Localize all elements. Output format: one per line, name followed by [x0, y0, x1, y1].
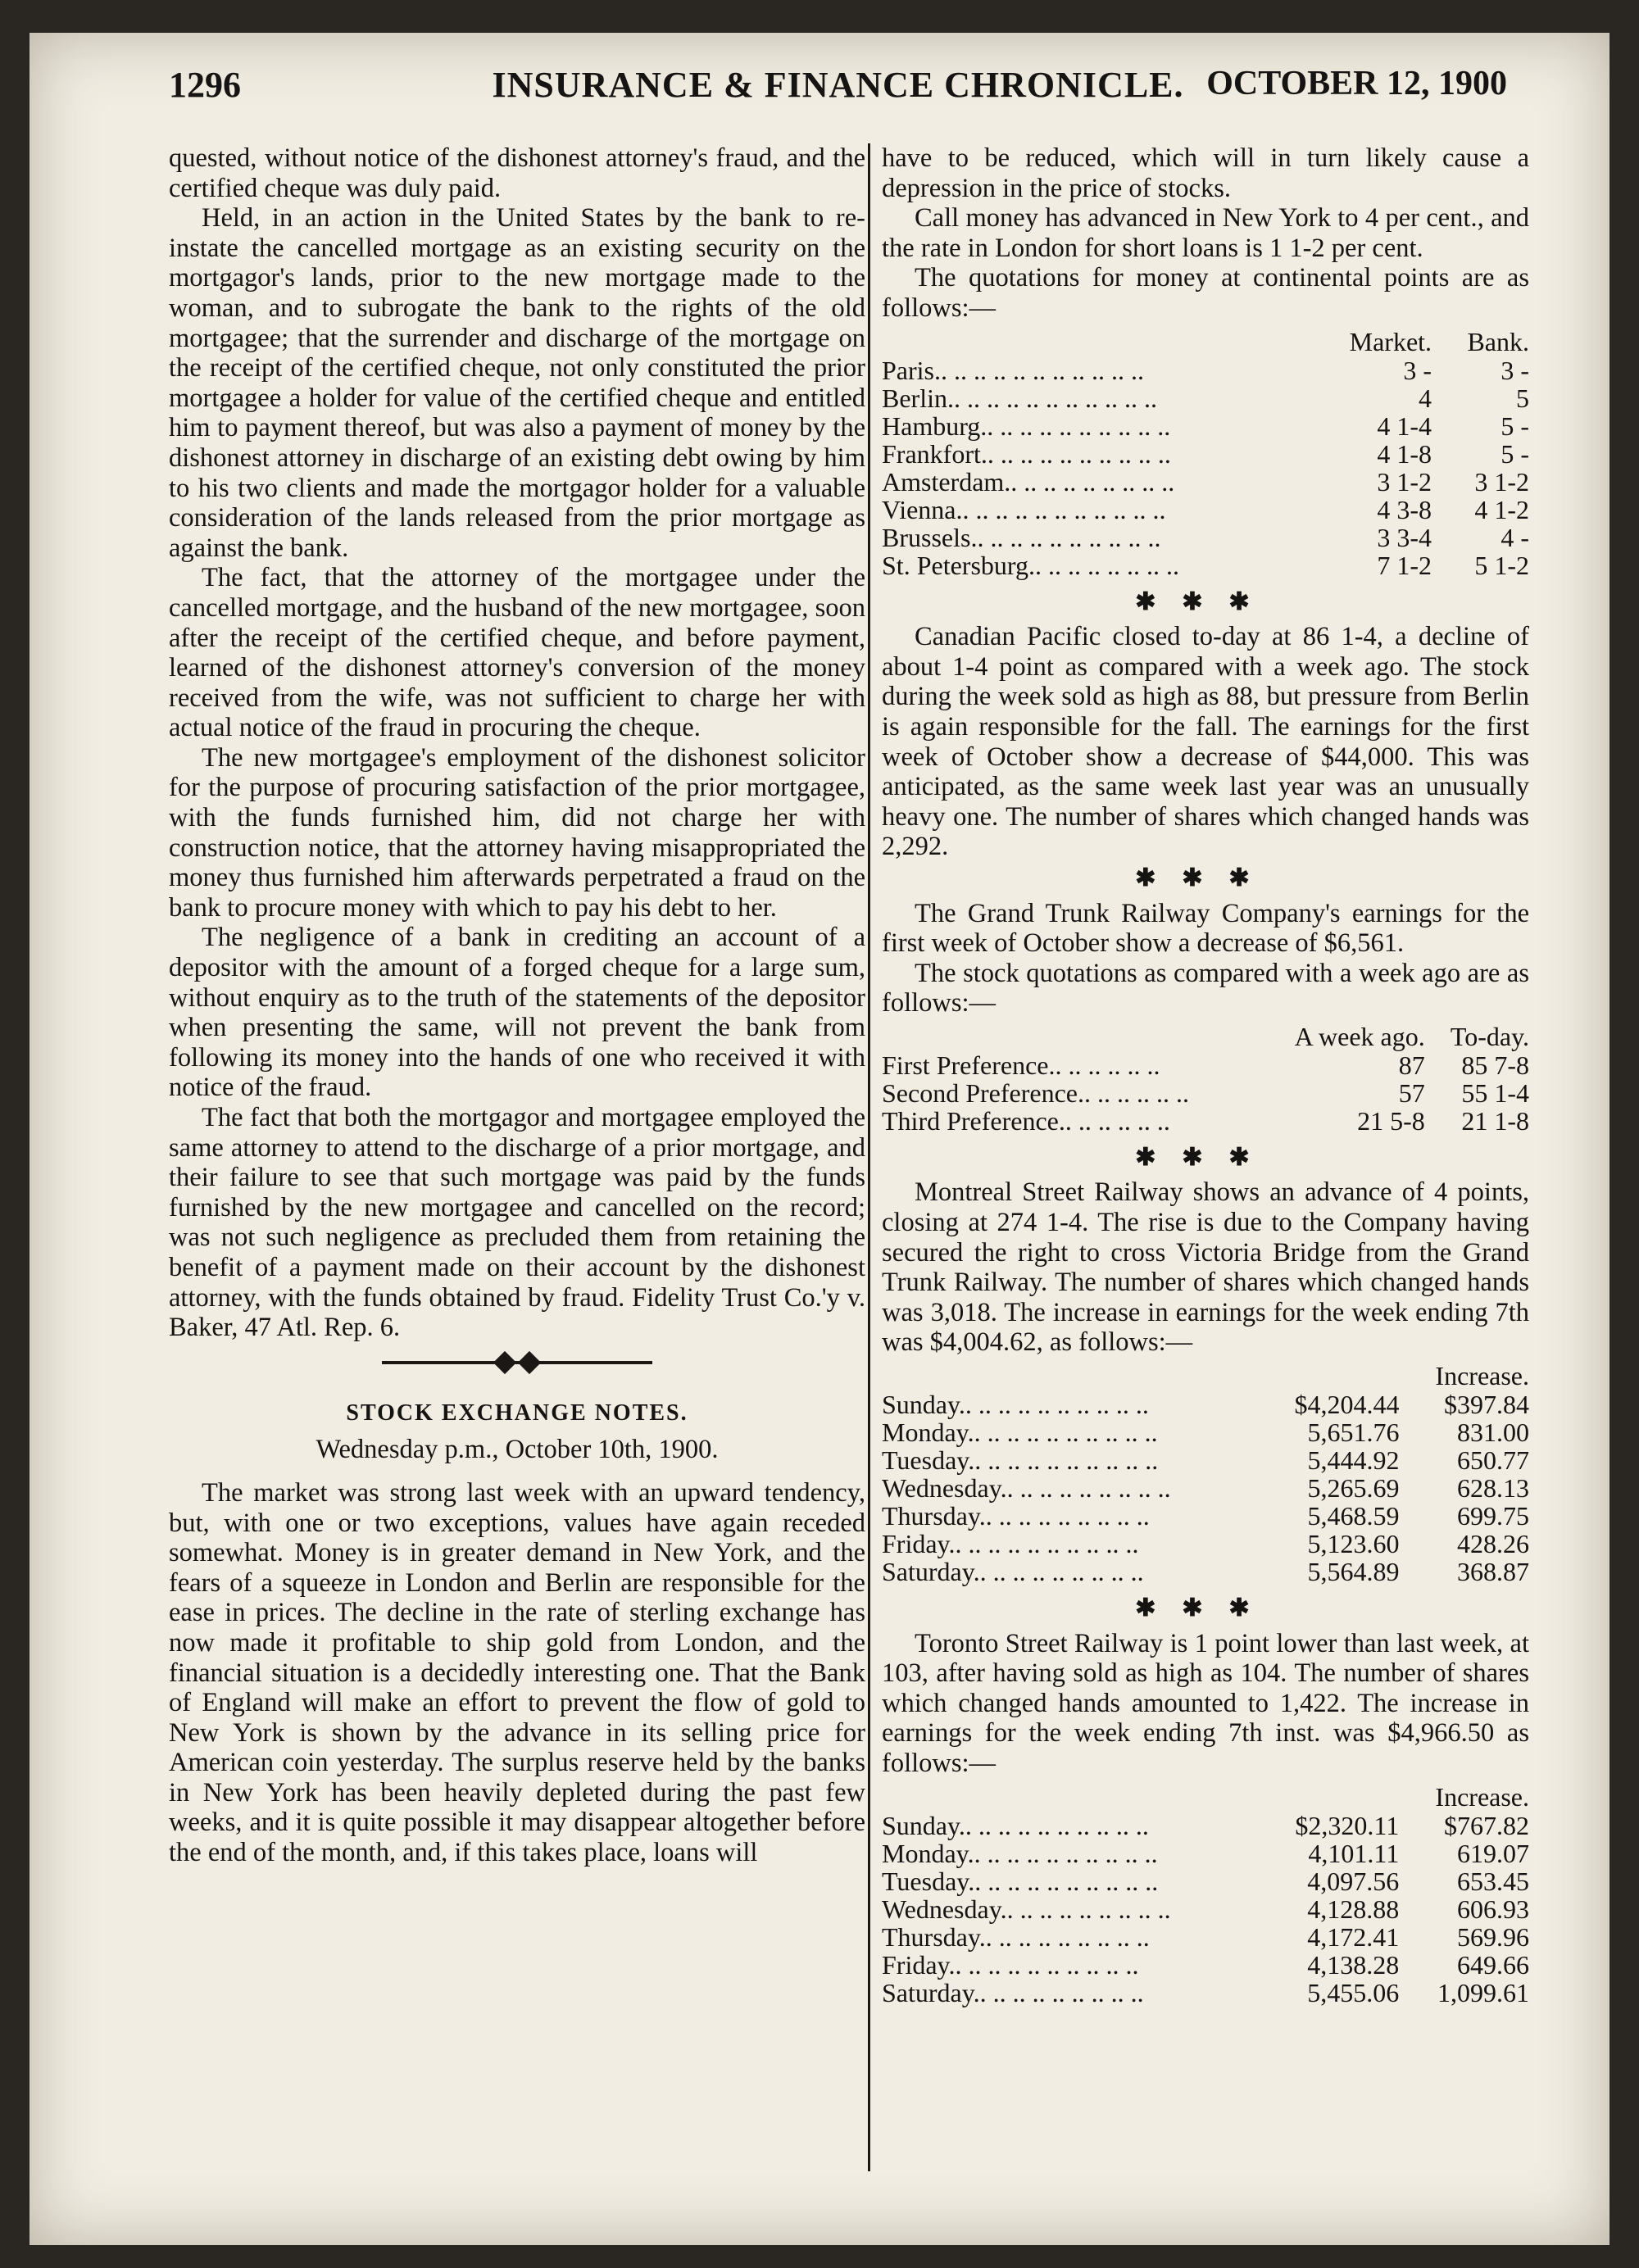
table-row — [882, 356, 1529, 384]
increase-value: 1,099.61 — [1437, 1977, 1529, 2007]
day-label: Wednesday.. .. .. .. .. .. .. .. .. — [882, 1473, 1171, 1504]
day-label: Saturday.. .. .. .. .. .. .. .. .. — [882, 1977, 1144, 2007]
left-column — [169, 143, 865, 1868]
earnings-value: 5,468.59 — [1307, 1501, 1400, 1531]
earnings-value: $4,204.44 — [1294, 1390, 1400, 1420]
column-divider — [868, 143, 870, 2171]
day-label: Tuesday.. .. .. .. .. .. .. .. .. .. — [882, 1866, 1159, 1896]
column-header-week-ago: A week ago. — [1294, 1021, 1425, 1051]
article-paragraph: quested, without notice of the dishonest attorney's fraud, and the certified cheque was duly paid. — [169, 143, 865, 203]
grand-trunk-paragraph: The Grand Trunk Railway Company's earnings for the first week of October show a decrease of $6,561. — [882, 898, 1529, 959]
increase-value: 569.96 — [1457, 1921, 1529, 1952]
table-row — [882, 1530, 1529, 1558]
week-ago-value: 87 — [1398, 1050, 1425, 1080]
city-label: Amsterdam.. .. .. .. .. .. .. .. .. — [882, 466, 1175, 497]
grand-trunk-table — [882, 1022, 1529, 1135]
day-label: Friday.. .. .. .. .. .. .. .. .. .. — [882, 1529, 1139, 1559]
column-header-increase: Increase. — [1435, 1361, 1529, 1391]
market-paragraph: The market was strong last week with an upward tendency, but, with one or two exceptions, values have again receded somewhat. Money is in greater demand in New York, and the fears of a squeeze in London and Berlin are responsible for the ease in prices. The decline in the rate of sterling exchange has now made it profitable to ship gold from London, and the financial situation is a decidedly interesting one. That the Bank of England will make an effort to prevent the flow of gold to New York is shown by the advance in its selling price for American coin yesterday. The surplus reserve held by the banks in New York has been heavily depleted during the past few weeks, and it is quite possible it may disappear altogether before the end of the month, and, if this takes place, loans will — [169, 1477, 865, 1868]
bank-rate: 5 — [1516, 383, 1529, 413]
day-label: Thursday.. .. .. .. .. .. .. .. .. — [882, 1921, 1150, 1952]
earnings-value: 5,455.06 — [1307, 1977, 1400, 2007]
increase-value: 619.07 — [1457, 1838, 1529, 1868]
bank-rate: 4 1-2 — [1474, 494, 1529, 524]
market-rate: 4 — [1419, 383, 1432, 413]
bank-rate: 4 - — [1501, 522, 1529, 552]
right-column — [882, 143, 1529, 2015]
week-ago-value: 21 5-8 — [1357, 1105, 1425, 1136]
canadian-pacific-paragraph: Canadian Pacific closed to-day at 86 1-4, a decline of about 1-4 point as compared with a week ago. The stock during the week sold as high as 88, but pressure from Berlin is again responsible for the fall. The earnings for the first week of October show a decrease of $44,000. This was anticipated, as the same week last year was an unusually heavy one. The number of shares which changed hands was 2,292. — [882, 622, 1529, 862]
column-header-increase: Increase. — [1435, 1781, 1529, 1812]
article-paragraph: The negligence of a bank in crediting an account of a depositor with the amount of a forged cheque for a large sum, without enquiry as to the truth of the statements of the depositor when presenting the same, will not prevent the bank from following its money into the hands of one who received it with notice of the fraud. — [169, 923, 865, 1103]
today-value: 21 1-8 — [1461, 1105, 1529, 1136]
earnings-value: 4,128.88 — [1307, 1894, 1400, 1924]
table-row — [882, 1446, 1529, 1474]
table-row — [882, 1474, 1529, 1502]
table-header-row — [882, 327, 1529, 356]
table-row — [882, 1390, 1529, 1418]
money-rates-table — [882, 327, 1529, 579]
publication-title: INSURANCE & FINANCE CHRONICLE. — [492, 65, 1184, 105]
day-label: Monday.. .. .. .. .. .. .. .. .. .. — [882, 1838, 1158, 1868]
earnings-value: 4,101.11 — [1308, 1838, 1400, 1868]
section-separator-stars: ✱✱✱ — [1135, 1143, 1276, 1171]
earnings-value: 4,097.56 — [1307, 1866, 1400, 1896]
column-header-market: Market. — [1349, 326, 1432, 356]
table-row — [882, 496, 1529, 524]
increase-value: $397.84 — [1444, 1390, 1529, 1420]
market-rate: 3 3-4 — [1377, 522, 1432, 552]
issue-date: OCTOBER 12, 1900 — [1206, 65, 1507, 102]
section-separator-stars: ✱✱✱ — [1135, 864, 1276, 891]
bank-rate: 3 1-2 — [1474, 466, 1529, 497]
table-row — [882, 1867, 1529, 1895]
table-row — [882, 551, 1529, 579]
day-label: Tuesday.. .. .. .. .. .. .. .. .. .. — [882, 1445, 1159, 1476]
today-value: 55 1-4 — [1461, 1077, 1529, 1108]
table-row — [882, 1951, 1529, 1979]
earnings-value: 5,123.60 — [1307, 1529, 1400, 1559]
market-rate: 4 1-8 — [1377, 438, 1432, 469]
city-label: Berlin.. .. .. .. .. .. .. .. .. .. .. — [882, 383, 1157, 413]
stock-label: First Preference.. .. .. .. .. .. — [882, 1050, 1160, 1080]
earnings-value: 5,564.89 — [1307, 1557, 1400, 1587]
increase-value: 606.93 — [1457, 1894, 1529, 1924]
article-paragraph: The fact, that the attorney of the mortgagee under the cancelled mortgage, and the husband of the new mortgagee, soon after the receipt of the certified cheque, and before payment, learned of the dishonest attorney's conversion of the money received from the wife, was not sufficient to charge her with actual notice of the fraud in procuring the cheque. — [169, 563, 865, 743]
earnings-value: 5,651.76 — [1307, 1418, 1400, 1448]
section-separator-stars: ✱✱✱ — [1135, 1594, 1276, 1622]
increase-value: 649.66 — [1457, 1949, 1529, 1980]
article-paragraph: The fact that both the mortgagor and mortgagee employed the same attorney to attend to the discharge of a prior mortgage, and their failure to see that such mortgage was paid by the funds furnished by the new mortgagee and cancelled on the record; was not such negligence as precluded them from retaining the benefit of a payment made on their account by the dishonest attorney, with the funds obtained by fraud. Fidelity Trust Co.'y v. Baker, 47 Atl. Rep. 6. — [169, 1103, 865, 1343]
bank-rate: 5 - — [1501, 411, 1529, 441]
earnings-value: 5,444.92 — [1307, 1445, 1400, 1476]
bank-rate: 3 - — [1501, 355, 1529, 385]
article-paragraph: The new mortgagee's employment of the dishonest solicitor for the purpose of procuring satisfaction of the prior mortgagee, with the funds furnished him, did not charge her with construction notice, that the attorney having misappropriated the money thus furnished him afterwards perpetrated a fraud on the bank to procure money with which to pay his debt to her. — [169, 742, 865, 923]
stock-label: Second Preference.. .. .. .. .. .. — [882, 1077, 1189, 1108]
montreal-earnings-table — [882, 1361, 1529, 1585]
toronto-earnings-table — [882, 1782, 1529, 2007]
section-separator-stars: ✱✱✱ — [1135, 587, 1276, 615]
article-paragraph: Held, in an action in the United States by the bank to re-instate the cancelled mortgage as an existing security on the mortgagor's lands, prior to the new mortgage made to the woman, and to subrogate the bank to the rights of the old mortgagee; that the surrender and discharge of the mortgage on the receipt of the certified cheque, not only constituted the prior mortgagee a holder for value of the certified cheque and entitled him to payment thereof, but was also a payment of money by the dishonest attorney in discharge of an existing debt owing by him to his two clients and made the mortgagor holder for a valuable consideration of the lands released from the prior mortgage as against the bank. — [169, 203, 865, 563]
week-ago-value: 57 — [1398, 1077, 1425, 1108]
earnings-value: 5,265.69 — [1307, 1473, 1400, 1504]
table-row — [882, 384, 1529, 412]
market-rate: 3 1-2 — [1377, 466, 1432, 497]
table-row — [882, 1418, 1529, 1446]
market-rate: 4 1-4 — [1377, 411, 1432, 441]
earnings-value: 4,138.28 — [1307, 1949, 1400, 1980]
increase-value: 650.77 — [1457, 1445, 1529, 1476]
continued-paragraph: have to be reduced, which will in turn likely cause a depression in the price of stocks. — [882, 143, 1529, 203]
table-row — [882, 1895, 1529, 1923]
table-row — [882, 1812, 1529, 1839]
table-row — [882, 440, 1529, 468]
increase-value: 831.00 — [1457, 1418, 1529, 1448]
table-row — [882, 468, 1529, 496]
increase-value: 699.75 — [1457, 1501, 1529, 1531]
table-header-row — [882, 1782, 1529, 1812]
today-value: 85 7-8 — [1461, 1050, 1529, 1080]
dateline: Wednesday p.m., October 10th, 1900. — [316, 1435, 719, 1465]
table-row — [882, 1051, 1529, 1079]
earnings-value: 4,172.41 — [1307, 1921, 1400, 1952]
city-label: St. Petersburg.. .. .. .. .. .. .. .. — [882, 550, 1179, 580]
column-header-today: To-day. — [1450, 1021, 1529, 1051]
grand-trunk-quotes-intro: The stock quotations as compared with a week ago are as follows:— — [882, 958, 1529, 1018]
table-header-row — [882, 1022, 1529, 1051]
table-header-row — [882, 1361, 1529, 1390]
increase-value: 653.45 — [1457, 1866, 1529, 1896]
day-label: Saturday.. .. .. .. .. .. .. .. .. — [882, 1557, 1144, 1587]
table-row — [882, 1558, 1529, 1585]
call-money-paragraph: Call money has advanced in New York to 4 per cent., and the rate in London for short loans is 1 1-2 per cent. — [882, 203, 1529, 263]
toronto-street-railway-paragraph: Toronto Street Railway is 1 point lower than last week, at 103, after having sold as high as 104. The number of shares which changed hands amounted to 1,422. The increase in earnings for the week ending 7th inst. was $4,966.50 as follows:— — [882, 1628, 1529, 1778]
table-row — [882, 1079, 1529, 1107]
table-row — [882, 524, 1529, 551]
city-label: Brussels.. .. .. .. .. .. .. .. .. .. — [882, 522, 1161, 552]
bank-rate: 5 - — [1501, 438, 1529, 469]
city-label: Hamburg.. .. .. .. .. .. .. .. .. .. — [882, 411, 1171, 441]
page-number: 1296 — [169, 65, 241, 105]
page-header — [169, 64, 1507, 121]
market-rate: 3 - — [1403, 355, 1432, 385]
table-row — [882, 412, 1529, 440]
table-row — [882, 1923, 1529, 1951]
increase-value: 368.87 — [1457, 1557, 1529, 1587]
day-label: Sunday.. .. .. .. .. .. .. .. .. .. — [882, 1390, 1149, 1420]
day-label: Wednesday.. .. .. .. .. .. .. .. .. — [882, 1894, 1171, 1924]
day-label: Sunday.. .. .. .. .. .. .. .. .. .. — [882, 1810, 1149, 1840]
quotations-intro: The quotations for money at continental points are as follows:— — [882, 263, 1529, 323]
newspaper-page — [30, 33, 1609, 2245]
section-heading: STOCK EXCHANGE NOTES. — [346, 1399, 688, 1426]
city-label: Vienna.. .. .. .. .. .. .. .. .. .. .. — [882, 494, 1166, 524]
day-label: Thursday.. .. .. .. .. .. .. .. .. — [882, 1501, 1150, 1531]
montreal-street-railway-paragraph: Montreal Street Railway shows an advance of 4 points, closing at 274 1-4. The rise is due to the Company having secured the right to cross Victoria Bridge from the Grand Trunk Railway. The number of shares which changed hands was 3,018. The increase in earnings for the week ending 7th was $4,004.62, as follows:— — [882, 1177, 1529, 1358]
market-rate: 4 3-8 — [1377, 494, 1432, 524]
section-ornament — [169, 1348, 865, 1377]
city-label: Frankfort.. .. .. .. .. .. .. .. .. .. — [882, 438, 1171, 469]
stock-label: Third Preference.. .. .. .. .. .. — [882, 1105, 1170, 1136]
table-row — [882, 1839, 1529, 1867]
earnings-value: $2,320.11 — [1295, 1810, 1400, 1840]
bank-rate: 5 1-2 — [1474, 550, 1529, 580]
increase-value: 628.13 — [1457, 1473, 1529, 1504]
market-rate: 7 1-2 — [1377, 550, 1432, 580]
day-label: Friday.. .. .. .. .. .. .. .. .. .. — [882, 1949, 1139, 1980]
increase-value: 428.26 — [1457, 1529, 1529, 1559]
column-header-bank: Bank. — [1467, 326, 1529, 356]
day-label: Monday.. .. .. .. .. .. .. .. .. .. — [882, 1418, 1158, 1448]
table-row — [882, 1502, 1529, 1530]
table-row — [882, 1979, 1529, 2007]
city-label: Paris.. .. .. .. .. .. .. .. .. .. .. — [882, 355, 1144, 385]
increase-value: $767.82 — [1444, 1810, 1529, 1840]
table-row — [882, 1107, 1529, 1135]
